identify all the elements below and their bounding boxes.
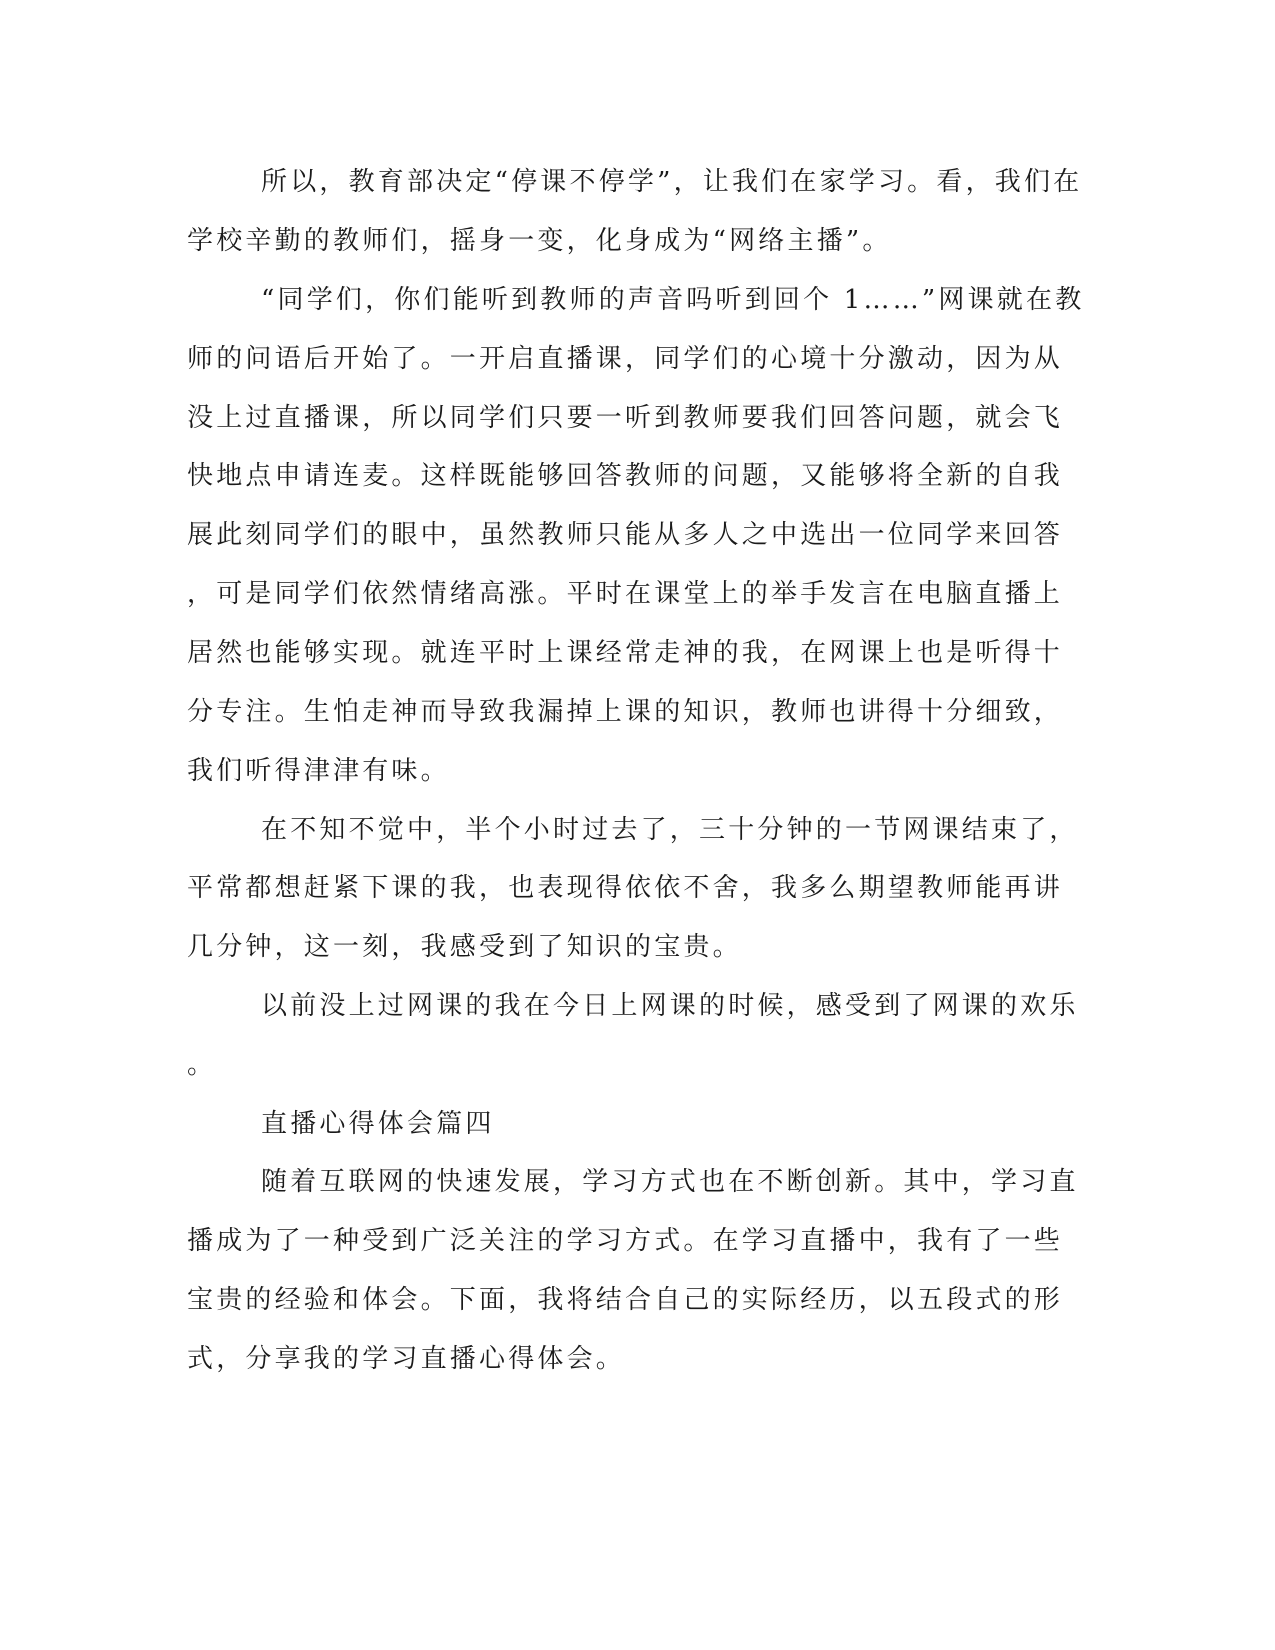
paragraph-2-line-3: 没上过直播课，所以同学们只要一听到教师要我们回答问题，就会飞 [187, 403, 1064, 433]
section-heading: 直播心得体会篇四 [261, 1109, 495, 1139]
paragraph-5-line-3: 宝贵的经验和体会。下面，我将结合自己的实际经历，以五段式的形 [187, 1285, 1064, 1315]
paragraph-5-line-1: 随着互联网的快速发展，学习方式也在不断创新。其中，学习直 [261, 1167, 1079, 1197]
paragraph-2-line-8: 分专注。生怕走神而导致我漏掉上课的知识，教师也讲得十分细致， [187, 697, 1064, 727]
paragraph-2-line-5: 展此刻同学们的眼中，虽然教师只能从多人之中选出一位同学来回答 [187, 520, 1064, 550]
paragraph-4-line-1: 以前没上过网课的我在今日上网课的时候，感受到了网课的欢乐 [261, 991, 1079, 1021]
paragraph-2-line-9: 我们听得津津有味。 [187, 756, 450, 786]
paragraph-5-line-4: 式，分享我的学习直播心得体会。 [187, 1344, 626, 1374]
paragraph-2-line-1: “同学们，你们能听到教师的声音吗听到回个 1……”网课就在教 [261, 285, 1085, 315]
paragraph-4-line-2: 。 [187, 1050, 217, 1080]
paragraph-3-line-2: 平常都想赶紧下课的我，也表现得依依不舍，我多么期望教师能再讲 [187, 873, 1064, 903]
paragraph-2-line-7: 居然也能够实现。就连平时上课经常走神的我，在网课上也是听得十 [187, 638, 1064, 668]
paragraph-1-line-1: 所以，教育部决定“停课不停学”，让我们在家学习。看，我们在 [261, 167, 1083, 197]
paragraph-2-line-6: ，可是同学们依然情绪高涨。平时在课堂上的举手发言在电脑直播上 [187, 579, 1064, 609]
paragraph-1-line-2: 学校辛勤的教师们，摇身一变，化身成为“网络主播”。 [187, 226, 892, 256]
paragraph-2-line-4: 快地点申请连麦。这样既能够回答教师的问题，又能够将全新的自我 [187, 461, 1064, 491]
paragraph-5-line-2: 播成为了一种受到广泛关注的学习方式。在学习直播中，我有了一些 [187, 1226, 1064, 1256]
paragraph-3-line-1: 在不知不觉中，半个小时过去了，三十分钟的一节网课结束了， [261, 815, 1079, 845]
paragraph-2-line-2: 师的问语后开始了。一开启直播课，同学们的心境十分激动，因为从 [187, 344, 1064, 374]
paragraph-3-line-3: 几分钟，这一刻，我感受到了知识的宝贵。 [187, 932, 742, 962]
